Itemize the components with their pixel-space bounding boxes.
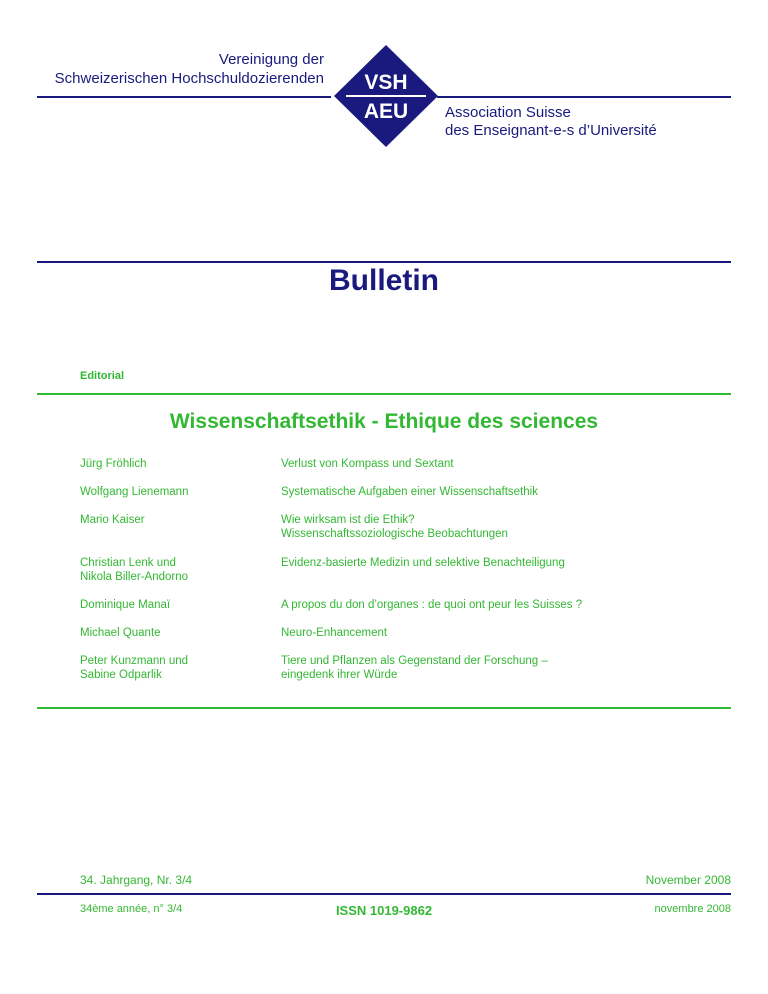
volume-french: 34ème année, n° 3/4 (80, 903, 183, 915)
vsh-aeu-logo (334, 45, 438, 147)
toc-author-line1: Christian Lenk und (80, 557, 176, 569)
theme-title: Wissenschaftsethik - Ethique des sciences (169, 410, 599, 433)
toc-author: Dominique Manaï (80, 599, 171, 611)
toc-author: Wolfgang Lienemann (80, 486, 189, 498)
toc-author: Mario Kaiser (80, 514, 145, 526)
header-divider-left (37, 96, 331, 98)
issn: ISSN 1019-9862 (335, 903, 433, 918)
toc-article-title-line1: Tiere und Pflanzen als Gegenstand der Forschung – (281, 655, 548, 667)
toc-author: Jürg Fröhlich (80, 458, 147, 470)
toc-article-title-line1: Wie wirksam ist die Ethik? (281, 514, 415, 526)
toc-author-line1: Peter Kunzmann und (80, 655, 189, 667)
toc-article-title-line2: eingedenk ihrer Würde (281, 669, 398, 681)
volume-german: 34. Jahrgang, Nr. 3/4 (80, 873, 193, 887)
toc-article-title: Verlust von Kompass und Sextant (281, 458, 454, 470)
org-name-german-line1: Vereinigung der (218, 51, 324, 68)
org-name-french-line2: des Enseignant-e-s d’Université (445, 122, 657, 139)
org-name-german-line2: Schweizerischen Hochschuldozierenden (54, 70, 324, 87)
toc-author: Michael Quante (80, 627, 161, 639)
toc-article-title (281, 513, 721, 541)
theme-divider-top (37, 393, 731, 395)
section-label-editorial: Editorial (80, 370, 125, 382)
theme-divider-bottom (37, 707, 731, 709)
logo-top-text: VSH (364, 71, 408, 94)
logo-bottom-text: AEU (363, 100, 409, 123)
toc-article-title-line2: Wissenschaftssoziologische Beobachtungen (281, 528, 508, 540)
toc-author (80, 654, 280, 682)
toc-article-title: A propos du don d’organes : de quoi ont peur les Suisses ? (281, 599, 583, 611)
footer-divider (37, 893, 731, 895)
date-french: novembre 2008 (654, 903, 731, 915)
toc-article-title: Neuro-Enhancement (281, 627, 388, 639)
toc-author-line2: Sabine Odparlik (80, 669, 162, 681)
page-title: Bulletin (329, 264, 439, 297)
toc-article-title: Systematische Aufgaben einer Wissenschaftsethik (281, 486, 538, 498)
title-divider (37, 261, 731, 263)
header-divider-right (437, 96, 731, 98)
toc-author (80, 556, 280, 584)
org-name-french-line1: Association Suisse (445, 104, 571, 121)
date-german: November 2008 (645, 873, 731, 887)
toc-article-title (281, 654, 721, 682)
toc-author-line2: Nikola Biller-Andorno (80, 571, 189, 583)
toc-article-title: Evidenz-basierte Medizin und selektive Benachteiligung (281, 557, 565, 569)
